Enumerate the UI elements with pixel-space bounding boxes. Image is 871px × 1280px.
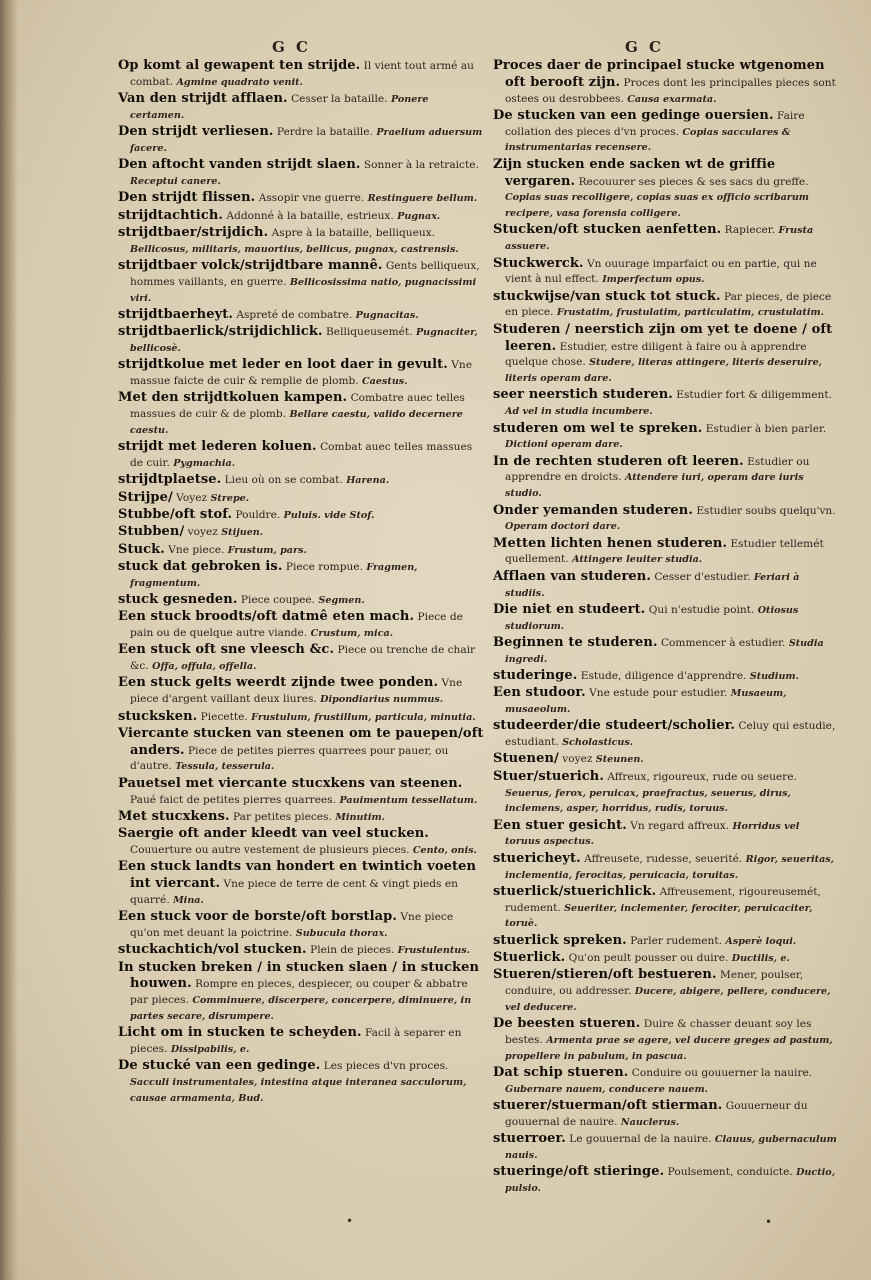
entry-french: Cesser la bataille. xyxy=(291,93,388,106)
entry-latin: Clauus, gubernaculum nauis. xyxy=(505,1134,837,1162)
entry-french: Affreusete, rudesse, seuerité. xyxy=(584,852,743,865)
entry-headword: Een stuck voor de borste/oft borstlap. xyxy=(118,909,397,925)
entry-french: Vne piece de terre de cent & vingt pieds en quarré. xyxy=(130,878,458,906)
entry-headword: Metten lichten henen studeren. xyxy=(493,535,728,551)
entry-french: Piece rompue. xyxy=(285,560,363,573)
entry-headword: strijdtbaer volck/strijdtbare mannê. xyxy=(118,258,383,274)
entry-headword: strijdtachtich. xyxy=(118,207,224,223)
entry-latin: Agmine quadrato venit. xyxy=(176,76,303,88)
dictionary-entry xyxy=(493,1065,838,1098)
entry-latin: Studere, literas attingere, literis deseruire, literis operam dare. xyxy=(505,357,823,385)
dictionary-entry xyxy=(118,809,484,826)
entry-latin: Cento, onis. xyxy=(412,844,477,856)
entry-headword: Stueren/stieren/oft bestueren. xyxy=(493,967,717,983)
dictionary-entry xyxy=(493,602,838,635)
dictionary-entry xyxy=(493,256,838,289)
dictionary-entry xyxy=(493,1131,838,1164)
entry-french: Piecette. xyxy=(200,710,248,723)
entry-latin: Bellicosissima natio, pugnacissimi viri. xyxy=(130,276,477,304)
entry-french: Il vient tout armé au combat. xyxy=(130,60,474,88)
entry-french: Plein de pieces. xyxy=(310,944,395,957)
entry-latin: Seuerus, ferox, peruicax, praefractus, seuerus, dirus, inclemens, asper, horridus, rudis, toruus. xyxy=(505,787,791,815)
dictionary-entry xyxy=(493,818,838,851)
entry-latin: Crustum, mica. xyxy=(310,628,394,640)
entry-latin: Scholasticus. xyxy=(562,737,634,749)
signature-mark-left: G C xyxy=(272,38,311,56)
entry-french: Qu'on peult pousser ou duire. xyxy=(568,952,729,965)
signature-mark-right: G C xyxy=(625,38,664,56)
entry-french: Estude, diligence d'apprendre. xyxy=(580,669,747,682)
entry-latin: Fragmen, fragmentum. xyxy=(130,561,418,589)
entry-latin: Pygmachia. xyxy=(173,458,236,470)
entry-headword: Van den strijdt afflaen. xyxy=(118,91,288,107)
footer-mark-right: • xyxy=(765,1215,773,1229)
entry-headword: strijdt met lederen koluen. xyxy=(118,439,317,455)
dictionary-entry xyxy=(493,751,838,768)
entry-french: Vne piece. xyxy=(168,543,225,556)
entry-french: Vne massue faicte de cuir & remplie de plomb. xyxy=(130,359,472,388)
entry-french: voyez xyxy=(187,526,218,539)
dictionary-entry xyxy=(118,208,484,225)
dictionary-entry xyxy=(493,668,838,685)
entry-french: Estudier, estre diligent à faire ou à apprendre quelque chose. xyxy=(505,340,807,369)
dictionary-entry xyxy=(493,1098,838,1131)
entry-headword: stuerlick spreken. xyxy=(493,932,627,948)
entry-french: Cesser d'estudier. xyxy=(654,570,751,583)
entry-latin: Bellare caestu, valido decernere caestu. xyxy=(130,409,463,437)
left-column xyxy=(118,58,484,1107)
entry-latin: Harena. xyxy=(346,475,390,487)
dictionary-entry xyxy=(493,1016,838,1064)
entry-french: Lieu où on se combat. xyxy=(224,474,343,487)
dictionary-entry xyxy=(118,942,484,959)
dictionary-entry xyxy=(118,91,484,124)
dictionary-entry xyxy=(493,950,838,967)
entry-latin: Segmen. xyxy=(318,595,365,606)
entry-headword: Met stucxkens. xyxy=(118,808,230,824)
dictionary-entry xyxy=(493,289,838,322)
dictionary-entry xyxy=(493,108,838,156)
entry-latin: Imperfectum opus. xyxy=(602,274,705,286)
entry-french: voyez xyxy=(562,753,593,766)
entry-headword: Pauetsel met viercante stucxkens van steenen. xyxy=(118,775,463,791)
dictionary-entry xyxy=(118,524,484,541)
entry-headword: Stucken/oft stucken aenfetten. xyxy=(493,222,722,238)
entry-headword: strijdtplaetse. xyxy=(118,472,222,488)
dictionary-entry xyxy=(118,776,484,809)
dictionary-entry xyxy=(493,503,838,536)
entry-french: Duire & chasser deuant soy les bestes. xyxy=(505,1018,812,1047)
dictionary-entry xyxy=(493,387,838,420)
entry-french: Mener, poulser, conduire, ou addresser. xyxy=(505,969,804,998)
entry-french: Gents belliqueux, hommes vaillants, en guerre. xyxy=(130,260,480,288)
entry-french: Vn regard affreux. xyxy=(630,819,730,832)
dictionary-entry xyxy=(118,357,484,390)
entry-headword: Viercante stucken van steenen om te pauepen/oft anders. xyxy=(118,725,484,758)
entry-latin: Rigor, seueritas, inclementia, ferocitas, peruicacia, toruitas. xyxy=(505,853,835,881)
entry-headword: studeringe. xyxy=(493,667,578,683)
entry-latin: Sacculi instrumentales, intestina atque interanea sacculorum, causae armamenta, Bud. xyxy=(130,1077,467,1104)
entry-latin: Causa exarmata. xyxy=(627,93,717,105)
dictionary-entry xyxy=(493,967,838,1015)
dictionary-entry xyxy=(118,909,484,942)
dictionary-entry xyxy=(493,322,838,387)
entry-french: Les pieces d'vn proces. xyxy=(323,1060,449,1073)
entry-headword: stueringe/oft stieringe. xyxy=(493,1164,665,1180)
entry-headword: strijdtbaer/strijdich. xyxy=(118,224,269,240)
entry-headword: In de rechten studeren oft leeren. xyxy=(493,453,744,469)
entry-headword: Onder yemanden studeren. xyxy=(493,502,693,518)
entry-headword: strijdtbaerheyt. xyxy=(118,306,233,322)
entry-french: Vne piece d'argent vaillant deux liures. xyxy=(130,677,463,706)
entry-french: Parler rudement. xyxy=(630,934,723,947)
entry-headword: seer neerstich studeren. xyxy=(493,387,673,403)
entry-headword: stuerroer. xyxy=(493,1131,566,1147)
entry-latin: Horridus vel toruus aspectus. xyxy=(505,820,800,848)
entry-headword: Stuenen/ xyxy=(493,751,559,767)
entry-headword: Studeren / neerstich zijn om yet te doene / oft leeren. xyxy=(493,321,833,354)
entry-french: Le gouuernal de la nauire. xyxy=(569,1133,712,1146)
entry-latin: Feriari à studiis. xyxy=(505,571,800,599)
entry-headword: Zijn stucken ende sacken wt de griffie vergaren. xyxy=(493,156,776,189)
entry-french: Poulsement, conduicte. xyxy=(667,1166,793,1179)
entry-headword: Een stuck broodts/oft datmê eten mach. xyxy=(118,609,415,625)
entry-latin: Dipondiarius nummus. xyxy=(320,694,444,706)
entry-latin: Praelium aduersum facere. xyxy=(130,127,483,154)
entry-headword: Stuck. xyxy=(118,541,165,557)
dictionary-entry xyxy=(493,685,838,718)
entry-latin: Mina. xyxy=(173,894,204,906)
dictionary-entry xyxy=(118,507,484,524)
entry-headword: Met den strijdtkoluen kampen. xyxy=(118,390,348,406)
entry-latin: Frustum, pars. xyxy=(227,544,307,556)
entry-headword: De stucken van een gedinge ouersien. xyxy=(493,107,774,123)
entry-latin: Seueriter, inclementer, ferociter, peruicaciter, toruè. xyxy=(505,902,813,930)
entry-french: Estudier à bien parler. xyxy=(705,422,827,435)
entry-latin: Receptui canere. xyxy=(130,176,221,188)
entry-headword: Den aftocht vanden strijdt slaen. xyxy=(118,157,361,173)
dictionary-entry xyxy=(118,1058,484,1106)
entry-headword: Dat schip stueren. xyxy=(493,1065,629,1081)
entry-headword: Die niet en studeert. xyxy=(493,601,646,617)
entry-french: Facil à separer en pieces. xyxy=(130,1027,462,1056)
entry-headword: De stucké van een gedinge. xyxy=(118,1058,321,1074)
entry-headword: Stuerlick. xyxy=(493,950,566,966)
entry-headword: Afflaen van studeren. xyxy=(493,568,651,584)
entry-latin: Operam doctori dare. xyxy=(505,521,621,533)
dictionary-entry xyxy=(493,222,838,255)
entry-latin: Asperè loqui. xyxy=(725,935,797,947)
entry-french: Piece ou trenche de chair &c. xyxy=(130,644,476,673)
entry-french: Gouuerneur du gouuernal de nauire. xyxy=(505,1100,808,1128)
dictionary-entry xyxy=(118,439,484,472)
entry-french: Affreusement, rigoureusemét, rudement. xyxy=(505,885,821,914)
dictionary-entry xyxy=(493,421,838,454)
entry-latin: Offa, offula, offella. xyxy=(152,661,257,673)
right-column xyxy=(493,58,838,1197)
entry-latin: Nauclerus. xyxy=(620,1117,680,1128)
entry-french: Couuerture ou autre vestement de plusieurs pieces. xyxy=(130,843,410,856)
dictionary-entry xyxy=(118,609,484,642)
entry-headword: Stubbe/oft stof. xyxy=(118,507,233,523)
entry-headword: Proces daer de principael stucke wtgenomen oft berooft zijn. xyxy=(493,58,825,90)
dictionary-entry xyxy=(493,569,838,602)
dictionary-entry xyxy=(118,709,484,726)
entry-latin: Attingere leuiter studia. xyxy=(572,554,703,566)
entry-latin: Subucula thorax. xyxy=(295,927,388,939)
entry-latin: Ducere, abigere, pellere, conducere, vel deducere. xyxy=(505,986,831,1013)
entry-latin: Pugnax. xyxy=(397,210,441,222)
entry-french: Estudier ou apprendre en droicts. xyxy=(505,455,810,484)
entry-headword: Den strijdt verliesen. xyxy=(118,124,274,140)
entry-latin: Ad vel in studia incumbere. xyxy=(505,406,653,418)
entry-latin: Ductio, pulsio. xyxy=(505,1167,836,1195)
entry-french: Pouldre. xyxy=(235,509,281,522)
dictionary-entry xyxy=(118,472,484,489)
entry-french: Proces dont les principalles pieces sont ostees ou desrobbees. xyxy=(505,76,836,105)
entry-latin: Frustatim, frustulatim, particulatim, crustulatim. xyxy=(556,307,824,319)
dictionary-entry xyxy=(118,190,484,207)
entry-french: Rapiecer. xyxy=(724,224,776,237)
entry-french: Celuy qui estudie, estudiant. xyxy=(505,720,836,749)
entry-headword: stuerer/stuerman/oft stierman. xyxy=(493,1098,723,1114)
entry-headword: De beesten stueren. xyxy=(493,1016,641,1032)
dictionary-entry xyxy=(118,859,484,908)
entry-french: Combat auec telles massues de cuir. xyxy=(130,441,473,470)
footer-mark-left: • xyxy=(346,1214,354,1228)
entry-headword: stuerlick/stuerichlick. xyxy=(493,883,657,899)
entry-headword: Den strijdt flissen. xyxy=(118,190,256,206)
entry-french: Paué faict de petites pierres quarrees. xyxy=(130,793,337,806)
entry-latin: Strepe. xyxy=(210,492,250,504)
entry-headword: strijdtbaerlick/strijdichlick. xyxy=(118,324,323,340)
entry-headword: In stucken breken / in stucken slaen / in stucken houwen. xyxy=(118,959,480,992)
entry-headword: stucksken. xyxy=(118,708,198,724)
dictionary-entry xyxy=(118,675,484,708)
dictionary-entry xyxy=(118,542,484,559)
entry-headword: Een stuer gesicht. xyxy=(493,817,627,833)
entry-headword: Op komt al gewapent ten strijde. xyxy=(118,58,361,73)
dictionary-entry xyxy=(493,536,838,569)
entry-latin: Copias sacculares & instrumentarias recensere. xyxy=(505,126,791,154)
dictionary-entry xyxy=(493,635,838,668)
entry-headword: Een studoor. xyxy=(493,685,586,701)
dictionary-entry xyxy=(493,1164,838,1197)
entry-french: Voyez xyxy=(176,491,208,504)
entry-french: Assopir vne guerre. xyxy=(258,192,365,205)
entry-latin: Bellicosus, militaris, mauortius, bellicus, pugnax, castrensis. xyxy=(130,243,459,255)
entry-headword: stuericheyt. xyxy=(493,850,581,866)
entry-headword: Beginnen te studeren. xyxy=(493,634,658,650)
entry-french: Sonner à la retraicte. xyxy=(363,159,479,172)
entry-french: Rompre en pieces, despiecer, ou couper & abbatre par pieces. xyxy=(130,978,468,1007)
entry-french: Aspreté de combatre. xyxy=(236,308,353,321)
entry-headword: Saergie oft ander kleedt van veel stucken. xyxy=(118,826,429,842)
entry-french: Estudier fort & diligemment. xyxy=(676,389,832,402)
binding-gutter xyxy=(0,0,18,1280)
entry-french: Vn ouurage imparfaict ou en partie, qui ne vient à nul effect. xyxy=(505,257,817,286)
dictionary-entry xyxy=(493,933,838,950)
entry-french: Combatre auec telles massues de cuir & de plomb. xyxy=(130,392,465,421)
dictionary-entry xyxy=(118,559,484,592)
entry-french: Vne estude pour estudier. xyxy=(589,687,728,700)
entry-headword: Licht om in stucken te scheyden. xyxy=(118,1025,362,1041)
entry-latin: Caestus. xyxy=(362,376,408,388)
entry-french: Vne piece qu'on met deuant la poictrine. xyxy=(130,911,454,939)
entry-latin: Restinguere bellum. xyxy=(367,193,478,205)
entry-french: Estudier soubs quelqu'vn. xyxy=(696,504,836,517)
entry-headword: Stuckwerck. xyxy=(493,255,584,271)
dictionary-entry xyxy=(118,124,484,157)
dictionary-entry xyxy=(118,960,484,1025)
entry-latin: Otiosus studiorum. xyxy=(505,604,799,632)
entry-headword: Een stuck gelts weerdt zijnde twee ponden. xyxy=(118,675,439,691)
dictionary-entry xyxy=(118,1025,484,1058)
entry-latin: Pauimentum tessellatum. xyxy=(339,794,478,806)
entry-headword: Een stuck oft sne vleesch &c. xyxy=(118,642,335,658)
entry-french: Belliqueusemét. xyxy=(326,326,413,339)
entry-headword: stuck gesneden. xyxy=(118,592,238,607)
dictionary-entry xyxy=(493,718,838,751)
dictionary-entry xyxy=(493,769,838,817)
entry-headword: Een stuck landts van hondert en twintich voeten int viercant. xyxy=(118,859,476,892)
entry-latin: Pugnacitas. xyxy=(355,309,419,321)
entry-headword: Strijpe/ xyxy=(118,489,173,505)
entry-headword: strijdtkolue met leder en loot daer in gevult. xyxy=(118,357,448,373)
entry-french: Conduire ou gouuerner la nauire. xyxy=(631,1067,813,1080)
entry-headword: stuckwijse/van stuck tot stuck. xyxy=(493,288,721,304)
dictionary-entry xyxy=(118,324,484,357)
dictionary-entry xyxy=(493,851,838,884)
entry-french: Faire collation des pieces d'vn proces. xyxy=(505,109,805,138)
dictionary-entry xyxy=(118,642,484,675)
entry-headword: stuckachtich/vol stucken. xyxy=(118,942,307,958)
entry-french: Aspre à la bataille, belliqueux. xyxy=(271,226,436,239)
entry-latin: Ponere certamen. xyxy=(130,94,429,121)
entry-latin: Puluis. vide Stof. xyxy=(283,510,375,522)
entry-latin: Musaeum, musaeolum. xyxy=(505,688,787,716)
entry-french: Par pieces, de piece en piece. xyxy=(505,290,832,319)
entry-french: Piece de petites pierres quarrees pour pauer, ou d'autre. xyxy=(130,744,449,773)
dictionary-entry xyxy=(118,58,484,91)
entry-french: Qui n'estudie point. xyxy=(648,603,755,616)
dictionary-entry xyxy=(118,490,484,507)
dictionary-entry xyxy=(118,225,484,258)
entry-french: Piece coupee. xyxy=(240,594,316,606)
dictionary-entry xyxy=(493,884,838,932)
entry-latin: Minutim. xyxy=(335,811,386,823)
entry-headword: studeerder/die studeert/scholier. xyxy=(493,718,736,734)
entry-headword: studeren om wel te spreken. xyxy=(493,420,703,436)
dictionary-entry xyxy=(118,826,484,859)
entry-latin: Attendere iuri, operam dare iuris studio. xyxy=(505,472,804,500)
entry-latin: Pugnaciter, bellicosè. xyxy=(130,327,478,355)
entry-latin: Steunen. xyxy=(595,754,644,766)
entry-french: Recouurer ses pieces & ses sacs du greffe. xyxy=(578,175,809,188)
dictionary-entry xyxy=(118,258,484,306)
entry-latin: Tessula, tesserula. xyxy=(175,761,275,773)
dictionary-entry xyxy=(118,726,484,775)
entry-latin: Frusta assuere. xyxy=(505,225,814,253)
dictionary-entry xyxy=(118,592,484,609)
entry-latin: Dictioni operam dare. xyxy=(505,439,623,451)
entry-latin: Copias suas recolligere, copias suas ex officio scribarum recipere, vasa forensia colligere. xyxy=(505,192,809,220)
entry-latin: Frustulentus. xyxy=(397,945,471,957)
entry-latin: Studium. xyxy=(749,670,799,682)
dictionary-entry xyxy=(118,390,484,438)
entry-french: Estudier tellemét quellement. xyxy=(505,537,824,566)
dictionary-entry xyxy=(118,307,484,324)
dictionary-entry xyxy=(493,454,838,502)
entry-french: Commencer à estudier. xyxy=(660,636,786,649)
entry-latin: Stijuen. xyxy=(221,527,264,539)
dictionary-entry xyxy=(493,58,838,107)
entry-latin: Gubernare nauem, conducere nauem. xyxy=(505,1083,708,1095)
entry-headword: stuck dat gebroken is. xyxy=(118,558,283,574)
dictionary-entry xyxy=(118,157,484,190)
entry-headword: Stubben/ xyxy=(118,524,185,540)
entry-latin: Frustulum, frustillum, particula, minutia. xyxy=(251,711,476,723)
entry-french: Par petites pieces. xyxy=(232,810,332,823)
entry-latin: Dissipabilis, e. xyxy=(170,1044,250,1056)
entry-latin: Ductilis, e. xyxy=(731,953,790,965)
entry-french: Perdre la bataille. xyxy=(276,126,373,139)
entry-latin: Comminuere, discerpere, concerpere, diminuere, in partes secare, disrumpere. xyxy=(130,995,472,1022)
dictionary-entry xyxy=(493,157,838,222)
entry-headword: Stuer/stuerich. xyxy=(493,768,604,784)
entry-french: Affreux, rigoureux, rude ou seuere. xyxy=(607,770,797,783)
entry-french: Addonné à la bataille, estrieux. xyxy=(226,209,394,222)
entry-latin: Armenta prae se agere, vel ducere greges ad pastum, propellere in pabulum, in pascua. xyxy=(505,1035,833,1062)
entry-french: Piece de pain ou de quelque autre viande. xyxy=(130,611,463,640)
entry-latin: Studia ingredi. xyxy=(505,637,824,665)
